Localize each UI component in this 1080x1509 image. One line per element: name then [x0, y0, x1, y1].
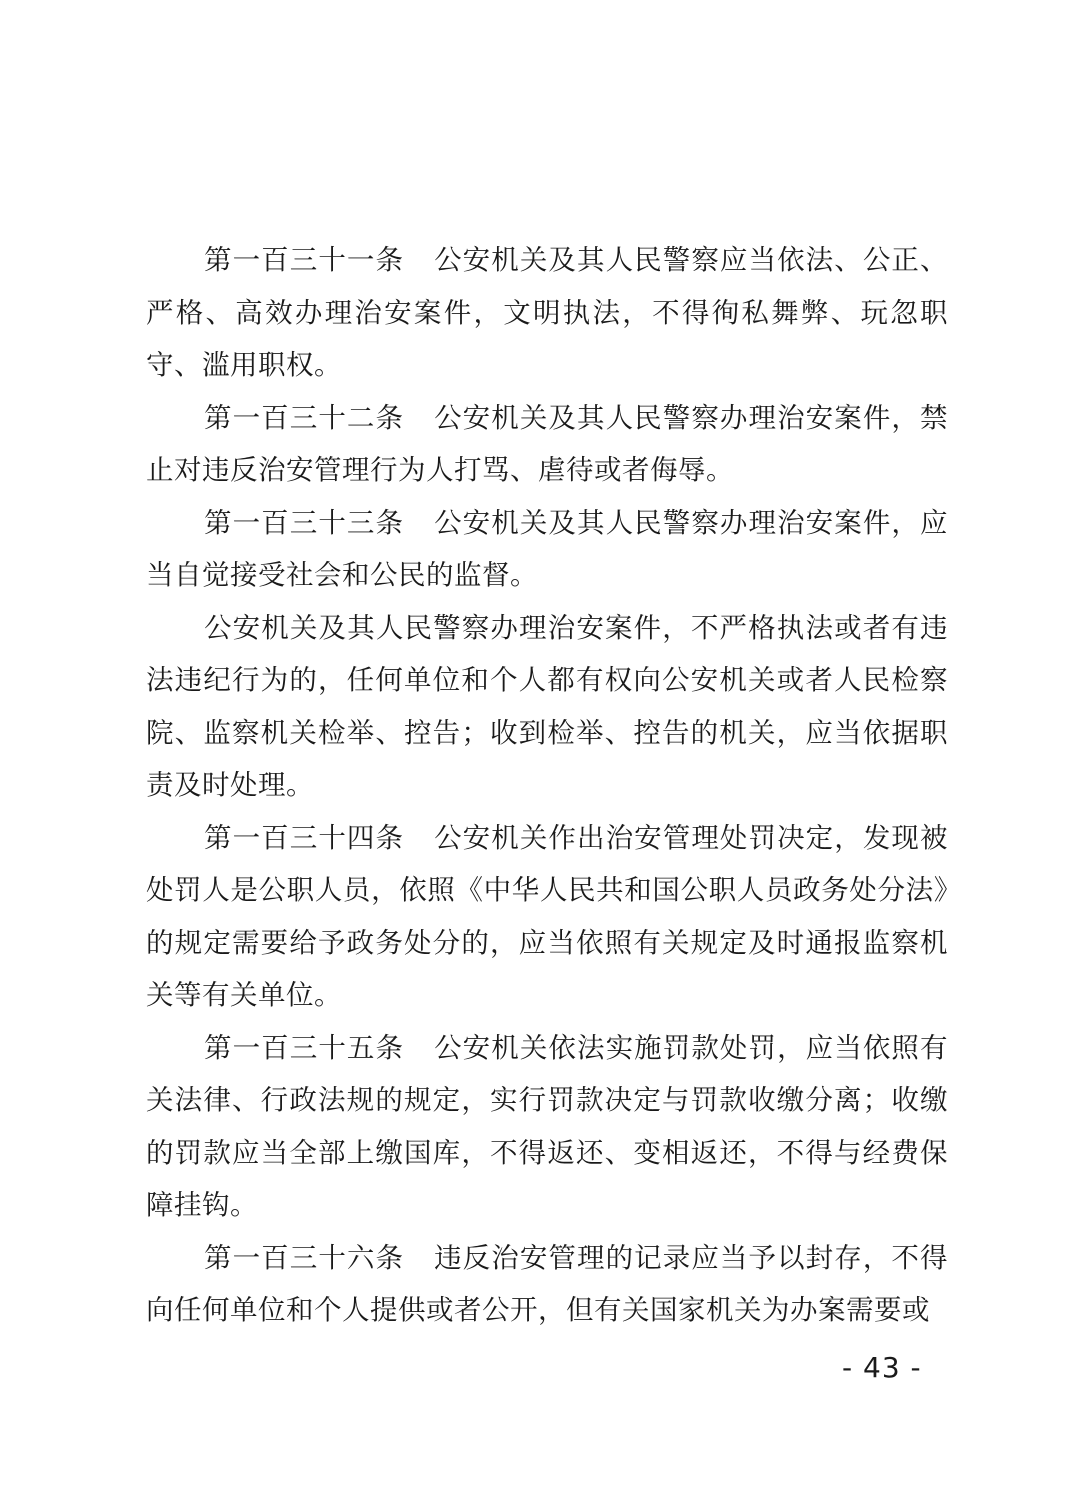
article-number: 第一百三十二条 — [204, 401, 405, 434]
article-number: 第一百三十一条 — [204, 244, 405, 276]
article-136-paragraph — [146, 1232, 948, 1337]
article-text: 公安机关及其人民警察应当依法、公正、严格、高效办理治安案件，文明执法，不得徇私舞弊、玩忽职守、滥用职权。 — [146, 244, 949, 381]
article-number: 第一百三十四条 — [204, 821, 405, 854]
article-131-paragraph — [146, 234, 948, 392]
article-132-paragraph — [146, 392, 948, 497]
article-text: 公安机关依法实施罚款处罚，应当依照有关法律、行政法规的规定，实行罚款决定与罚款收缴分离；收缴的罚款应当全部上缴国库，不得返还、变相返还，不得与经费保障挂钩。 — [146, 1031, 949, 1221]
article-text: 公安机关及其人民警察办理治安案件，不严格执法或者有违法违纪行为的，任何单位和个人都有权向公安机关或者人民检察院、监察机关检举、控告；收到检举、控告的机关，应当依据职责及时处理。 — [146, 611, 948, 801]
article-text: 公安机关作出治安管理处罚决定，发现被处罚人是公职人员，依照《中华人民共和国公职人员政务处分法》的规定需要给予政务处分的，应当依照有关规定及时通报监察机关等有关单位。 — [146, 821, 949, 1011]
article-text: 违反治安管理的记录应当予以封存，不得向任何单位和个人提供或者公开，但有关国家机关为办案需要或 — [146, 1241, 949, 1326]
document-body — [146, 234, 948, 1337]
article-135-paragraph — [146, 1022, 948, 1232]
article-133-paragraph — [146, 497, 948, 602]
article-text: 公安机关及其人民警察办理治安案件，禁止对违反治安管理行为人打骂、虐待或者侮辱。 — [146, 401, 949, 486]
article-number: 第一百三十三条 — [204, 506, 405, 539]
article-number: 第一百三十六条 — [204, 1241, 405, 1274]
article-134-paragraph — [146, 812, 948, 1022]
article-133-second-paragraph — [146, 602, 948, 812]
article-number: 第一百三十五条 — [204, 1031, 405, 1064]
page-number: - 43 - — [842, 1351, 922, 1384]
article-text: 公安机关及其人民警察办理治安案件，应当自觉接受社会和公民的监督。 — [146, 506, 949, 591]
